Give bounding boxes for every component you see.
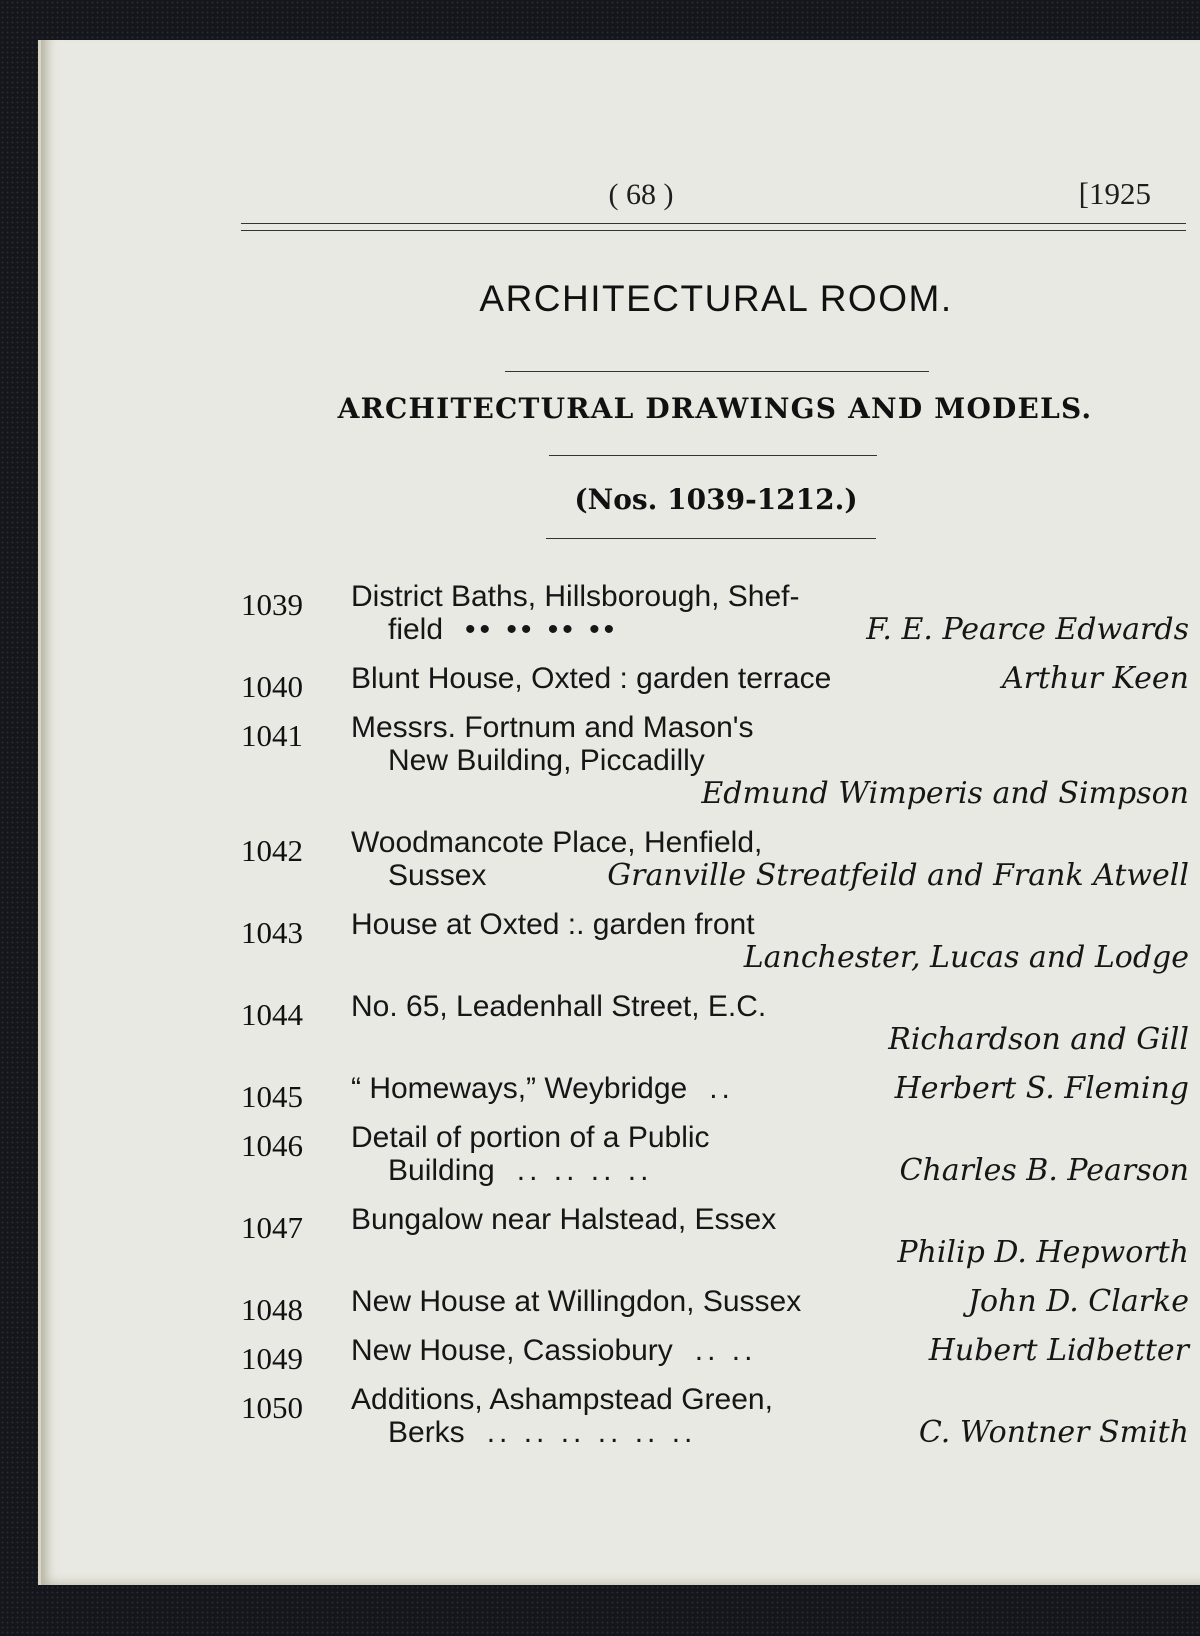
entry-title: Detail of portion of a Public xyxy=(351,1121,710,1154)
section-heading: ARCHITECTURAL ROOM. xyxy=(479,278,953,319)
entry-number: 1047 xyxy=(241,1210,303,1245)
list-item xyxy=(241,826,1189,892)
entry-title-continued: Building xyxy=(388,1154,495,1187)
entry-title: Messrs. Fortnum and Mason's xyxy=(351,711,754,744)
list-item xyxy=(241,1071,1189,1114)
entry-number: 1041 xyxy=(241,718,303,753)
divider-rule xyxy=(546,538,876,539)
entry-number: 1042 xyxy=(241,833,303,868)
section-subheading: ARCHITECTURAL DRAWINGS AND MODELS. xyxy=(337,392,1093,425)
entry-number: 1049 xyxy=(241,1341,303,1376)
entry-author: Arthur Keen xyxy=(1001,661,1189,696)
entry-number: 1039 xyxy=(241,587,303,622)
entry-number: 1048 xyxy=(241,1292,303,1327)
list-item xyxy=(241,711,1189,810)
book-page xyxy=(38,40,1200,1585)
entry-title: No. 65, Leadenhall Street, E.C. xyxy=(351,990,767,1023)
entry-title: Woodmancote Place, Henfield, xyxy=(351,826,763,859)
list-item xyxy=(241,1284,1189,1327)
list-item xyxy=(241,1203,1189,1269)
entry-title: Bungalow near Halstead, Essex xyxy=(351,1203,777,1236)
entry-author: F. E. Pearce Edwards xyxy=(866,612,1189,647)
entry-author: Herbert S. Fleming xyxy=(894,1071,1189,1106)
list-item xyxy=(241,580,1189,646)
leader-dots: .. xyxy=(709,1072,734,1105)
entry-number: 1046 xyxy=(241,1128,303,1163)
list-item xyxy=(241,1383,1189,1449)
list-item xyxy=(241,1333,1189,1376)
entry-author: Edmund Wimperis and Simpson xyxy=(701,776,1189,811)
divider-rule xyxy=(505,371,929,372)
entry-title-continued: Berks xyxy=(388,1416,465,1449)
leader-dots: .. .. .. .. .. .. xyxy=(486,1416,697,1449)
list-item xyxy=(241,1121,1189,1187)
leader-dots: •• •• •• •• xyxy=(465,613,619,646)
divider-rule xyxy=(549,455,877,456)
header-rule-top xyxy=(241,223,1186,224)
entry-title-continued: Sussex xyxy=(388,859,487,892)
entry-author: C. Wontner Smith xyxy=(918,1415,1189,1450)
entry-author: John D. Clarke xyxy=(967,1284,1189,1319)
entry-author: Lanchester, Lucas and Lodge xyxy=(743,940,1189,975)
catalogue-list xyxy=(241,580,1189,1465)
entry-title: New House at Willingdon, Sussex xyxy=(351,1285,802,1318)
entry-number: 1043 xyxy=(241,915,303,950)
leader-dots: .. .. .. .. xyxy=(516,1154,653,1187)
entry-number: 1040 xyxy=(241,669,303,704)
list-item xyxy=(241,990,1189,1056)
list-item xyxy=(241,661,1189,704)
entry-author: Hubert Lidbetter xyxy=(928,1333,1189,1368)
header-rule-bottom xyxy=(241,230,1186,231)
entry-title: Additions, Ashampstead Green, xyxy=(351,1383,773,1416)
list-item xyxy=(241,908,1189,974)
leader-dots: .. .. xyxy=(694,1334,757,1367)
entry-title: District Baths, Hillsborough, Shef- xyxy=(351,580,800,613)
entry-title: New House, Cassiobury xyxy=(351,1334,673,1367)
entry-title: Blunt House, Oxted : garden terrace xyxy=(351,662,832,695)
year-marker: [1925 xyxy=(1078,176,1151,211)
entry-title-continued: New Building, Piccadilly xyxy=(388,744,705,777)
entry-author: Richardson and Gill xyxy=(888,1022,1189,1057)
entry-number: 1050 xyxy=(241,1390,303,1425)
entry-author: Charles B. Pearson xyxy=(899,1153,1189,1188)
page-number: ( 68 ) xyxy=(608,178,674,211)
entry-author: Granville Streatfeild and Frank Atwell xyxy=(607,858,1189,893)
entry-number: 1044 xyxy=(241,997,303,1032)
entry-author: Philip D. Hepworth xyxy=(897,1235,1189,1270)
entry-title: House at Oxted :. garden front xyxy=(351,908,755,941)
entry-number: 1045 xyxy=(241,1079,303,1114)
catalogue-range: (Nos. 1039-1212.) xyxy=(574,483,858,516)
entry-title: “ Homeways,” Weybridge xyxy=(351,1072,688,1105)
entry-title-continued: field xyxy=(388,613,444,646)
